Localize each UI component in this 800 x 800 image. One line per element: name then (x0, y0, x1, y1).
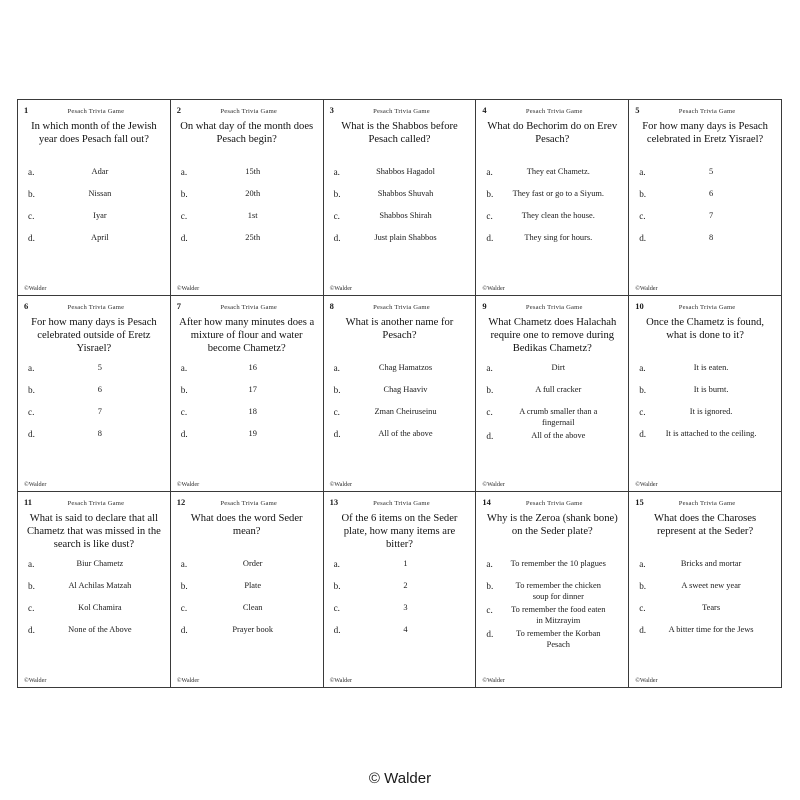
answer-option[interactable] (26, 580, 162, 600)
answer-option[interactable] (637, 558, 773, 578)
answer-option[interactable] (637, 362, 773, 382)
answer-letter: c. (486, 605, 493, 615)
answer-letter: b. (180, 581, 188, 591)
card-brand-label: Pesach Trivia Game (373, 108, 430, 115)
answer-option[interactable] (332, 232, 468, 252)
answer-option[interactable] (484, 558, 620, 578)
answer-letter: c. (333, 603, 340, 613)
answer-text: It is attached to the ceiling. (665, 429, 757, 438)
card-header (482, 105, 622, 117)
answer-letter: c. (639, 211, 646, 221)
card-header (482, 301, 622, 313)
answer-option[interactable] (26, 384, 162, 404)
answer-option[interactable] (637, 188, 773, 208)
card-header (635, 105, 775, 117)
answer-letter: a. (486, 167, 493, 177)
answer-text: A full cracker (535, 385, 582, 394)
card-header (24, 105, 164, 117)
answer-letter: b. (28, 581, 35, 591)
answer-letter: d. (486, 233, 494, 243)
answer-option[interactable] (637, 624, 773, 644)
answer-letter: a. (180, 363, 188, 373)
answer-option[interactable] (484, 384, 620, 404)
answer-option[interactable] (179, 384, 315, 404)
answer-text: A crumb smaller than a fingernail (519, 407, 598, 427)
answer-letter: a. (486, 363, 493, 373)
answer-text: 1st (247, 211, 258, 220)
answer-letter: a. (333, 167, 340, 177)
answer-text: 7 (97, 407, 102, 416)
answer-text: 6 (97, 385, 102, 394)
answer-list (635, 362, 775, 487)
answer-letter: a. (486, 559, 493, 569)
answer-text: Tears (702, 603, 721, 612)
answer-letter: d. (180, 625, 188, 635)
card-copyright: ©Walder (24, 285, 47, 292)
answer-text: 17 (248, 385, 257, 394)
answer-text: Al Achilas Matzah (68, 581, 132, 590)
answer-list (330, 362, 470, 487)
answer-letter: b. (639, 581, 647, 591)
answer-letter: d. (639, 429, 647, 439)
answer-letter: c. (180, 603, 188, 613)
answer-list (330, 558, 470, 683)
answer-letter: b. (486, 189, 494, 199)
card-number: 3 (329, 105, 334, 115)
card-number: 5 (635, 105, 640, 115)
card-question: What is said to declare that all Chametz that was missed in the search is like dust? (26, 513, 161, 551)
card-copyright: ©Walder (482, 677, 505, 684)
answer-letter: c. (28, 603, 35, 613)
answer-letter: d. (28, 625, 35, 635)
answer-letter: c. (486, 407, 493, 417)
answer-list (482, 362, 622, 487)
card-number: 6 (24, 301, 29, 311)
answer-option[interactable] (637, 232, 773, 252)
answer-option[interactable] (484, 188, 620, 208)
card-question: What Chametz does Halachah require one to remove during Bedikas Chametz? (488, 317, 617, 355)
answer-text: Order (242, 559, 263, 568)
answer-text: None of the Above (68, 625, 132, 634)
answer-text: Nissan (88, 189, 112, 198)
card-number: 8 (329, 301, 334, 311)
answer-letter: c. (180, 407, 188, 417)
answer-text: 2 (403, 581, 408, 590)
answer-option[interactable] (179, 580, 315, 600)
answer-option[interactable] (332, 558, 468, 578)
answer-letter: c. (180, 211, 188, 221)
answer-text: 5 (708, 167, 714, 176)
answer-text: 3 (403, 603, 408, 612)
answer-option[interactable] (637, 602, 773, 622)
answer-text: Biur Chametz (76, 559, 124, 568)
answer-option[interactable] (484, 210, 620, 230)
answer-option[interactable] (637, 428, 773, 448)
answer-text: 1 (403, 559, 408, 568)
answer-letter: b. (180, 385, 188, 395)
card-header (177, 105, 317, 117)
answer-letter: c. (28, 407, 35, 417)
card-header (330, 301, 470, 313)
answer-text: To remember the 10 plagues (510, 559, 606, 568)
answer-option[interactable] (332, 580, 468, 600)
answer-list (24, 558, 164, 683)
card-copyright: ©Walder (329, 481, 353, 488)
answer-option[interactable] (484, 232, 620, 252)
answer-letter: d. (333, 429, 341, 439)
answer-text: All of the above (531, 431, 586, 440)
card-number: 14 (482, 497, 491, 507)
card-brand-label: Pesach Trivia Game (67, 304, 125, 311)
trivia-card[interactable] (17, 295, 171, 492)
card-brand-label: Pesach Trivia Game (373, 304, 430, 311)
answer-option[interactable] (637, 384, 773, 404)
answer-text: A sweet new year (681, 581, 741, 590)
card-question: What do Bechorim do on Erev Pesach? (487, 121, 618, 146)
answer-option[interactable] (637, 406, 773, 426)
trivia-card-sheet (18, 100, 782, 688)
answer-text: To remember the food eaten in Mitzrayim (511, 605, 606, 625)
answer-text: It is eaten. (693, 363, 729, 372)
answer-list (24, 166, 164, 291)
answer-option[interactable] (26, 210, 162, 230)
answer-text: Chag Haaviv (383, 385, 428, 394)
answer-letter: a. (333, 559, 340, 569)
card-question: Why is the Zeroa (shank bone) on the Seder plate? (486, 513, 618, 538)
card-brand-label: Pesach Trivia Game (678, 108, 736, 115)
card-number: 9 (482, 301, 487, 311)
answer-letter: b. (333, 385, 341, 395)
card-header (330, 497, 470, 509)
answer-option[interactable] (26, 362, 162, 382)
answer-option[interactable] (179, 624, 315, 644)
answer-text: Kol Chamira (78, 603, 122, 612)
answer-option[interactable] (26, 406, 162, 426)
answer-option[interactable] (484, 406, 620, 428)
answer-text: Just plain Shabbos (374, 233, 437, 242)
card-header (177, 497, 317, 509)
answer-text: Chag Hamatzos (378, 363, 433, 372)
answer-text: 20th (245, 189, 261, 198)
answer-text: Shabbos Hagadol (376, 167, 435, 176)
card-question: On what day of the month does Pesach begin? (180, 121, 314, 146)
card-question: In which month of the Jewish year does Pesach fall out? (31, 121, 157, 146)
answer-text: 6 (708, 189, 714, 198)
card-copyright: ©Walder (176, 481, 200, 488)
answer-list (635, 166, 775, 291)
answer-letter: a. (28, 167, 35, 177)
card-brand-label: Pesach Trivia Game (678, 500, 736, 507)
trivia-card[interactable] (170, 491, 324, 688)
card-number: 1 (24, 105, 29, 115)
card-brand-label: Pesach Trivia Game (67, 500, 125, 507)
card-copyright: ©Walder (635, 285, 658, 292)
answer-letter: b. (28, 189, 35, 199)
answer-text: They fast or go to a Siyum. (512, 189, 604, 198)
answer-letter: c. (333, 211, 340, 221)
answer-letter: d. (486, 629, 494, 639)
answer-text: To remember the Korban Pesach (516, 629, 601, 649)
card-number: 2 (176, 105, 182, 115)
card-question: What does the Charoses represent at the Seder? (654, 513, 757, 538)
answer-letter: a. (639, 559, 646, 569)
answer-option[interactable] (332, 624, 468, 644)
card-number: 12 (176, 497, 186, 507)
answer-letter: d. (333, 625, 341, 635)
answer-option[interactable] (484, 580, 620, 602)
card-copyright: ©Walder (24, 481, 47, 488)
answer-letter: b. (639, 189, 647, 199)
answer-text: They sing for hours. (524, 233, 593, 242)
answer-option[interactable] (484, 628, 620, 650)
answer-letter: c. (639, 407, 646, 417)
card-copyright: ©Walder (635, 677, 658, 684)
answer-option[interactable] (179, 602, 315, 622)
answer-text: 7 (708, 211, 714, 220)
answer-text: Plate (244, 581, 262, 590)
answer-option[interactable] (484, 430, 620, 450)
answer-text: Zman Cheiruseinu (374, 407, 437, 416)
answer-letter: a. (180, 167, 188, 177)
answer-text: Bricks and mortar (680, 559, 742, 568)
answer-text: Iyar (93, 211, 107, 220)
answer-text: Prayer book (232, 625, 274, 634)
card-question: What does the word Seder mean? (190, 513, 303, 538)
card-question: After how many minutes does a mixture of flour and water become Chametz? (179, 317, 315, 355)
trivia-card[interactable] (475, 295, 629, 492)
answer-text: It is ignored. (689, 407, 733, 416)
answer-text: Shabbos Shuvah (377, 189, 434, 198)
card-brand-label: Pesach Trivia Game (67, 108, 125, 115)
answer-option[interactable] (26, 558, 162, 578)
card-header (635, 301, 775, 313)
answer-option[interactable] (637, 166, 773, 186)
answer-option[interactable] (484, 362, 620, 382)
answer-text: Shabbos Shirah (379, 211, 432, 220)
answer-text: Dirt (551, 363, 566, 372)
answer-letter: a. (639, 167, 646, 177)
answer-letter: d. (333, 233, 341, 243)
card-header (24, 301, 164, 313)
answer-text: April (91, 233, 109, 242)
answer-option[interactable] (179, 188, 315, 208)
answer-text: 4 (403, 625, 408, 634)
answer-list (177, 166, 317, 291)
trivia-card[interactable] (323, 99, 477, 296)
card-number: 15 (635, 497, 644, 507)
answer-list (330, 166, 470, 291)
card-copyright: ©Walder (329, 285, 353, 292)
answer-text: 5 (97, 363, 102, 372)
answer-option[interactable] (637, 580, 773, 600)
trivia-card[interactable] (475, 99, 629, 296)
answer-letter: a. (28, 363, 35, 373)
trivia-card[interactable] (628, 295, 782, 492)
answer-option[interactable] (179, 428, 315, 448)
answer-text: A bitter time for the Jews (668, 625, 754, 634)
card-number: 10 (635, 301, 644, 311)
answer-letter: a. (333, 363, 340, 373)
answer-option[interactable] (179, 362, 315, 382)
answer-option[interactable] (332, 428, 468, 448)
card-question: What is the Shabbos before Pesach called? (341, 121, 458, 146)
answer-letter: b. (639, 385, 647, 395)
answer-letter: d. (180, 233, 188, 243)
answer-text: Adar (91, 167, 109, 176)
card-copyright: ©Walder (176, 677, 200, 684)
card-brand-label: Pesach Trivia Game (220, 500, 278, 507)
answer-list (482, 166, 622, 291)
answer-text: 8 (708, 233, 714, 242)
answer-text: Clean (242, 603, 263, 612)
answer-text: 15th (245, 167, 261, 176)
answer-letter: c. (486, 211, 493, 221)
answer-letter: c. (333, 407, 340, 417)
answer-letter: b. (333, 189, 341, 199)
card-brand-label: Pesach Trivia Game (525, 108, 583, 115)
card-brand-label: Pesach Trivia Game (220, 304, 278, 311)
page-footer-credit: © Walder (368, 770, 432, 787)
answer-letter: d. (28, 233, 35, 243)
answer-list (635, 558, 775, 683)
answer-option[interactable] (332, 602, 468, 622)
card-copyright: ©Walder (482, 481, 505, 488)
answer-letter: c. (639, 603, 646, 613)
answer-text: 18 (248, 407, 257, 416)
answer-letter: b. (28, 385, 35, 395)
answer-letter: a. (180, 559, 188, 569)
card-question: Of the 6 items on the Seder plate, how many items are bitter? (341, 513, 458, 551)
answer-option[interactable] (332, 188, 468, 208)
card-copyright: ©Walder (176, 285, 200, 292)
answer-option[interactable] (26, 624, 162, 644)
card-number: 13 (329, 497, 339, 507)
trivia-card[interactable] (170, 295, 324, 492)
card-question: For how many days is Pesach celebrated in Eretz Yisrael? (642, 121, 768, 146)
card-brand-label: Pesach Trivia Game (678, 304, 736, 311)
card-brand-label: Pesach Trivia Game (525, 500, 583, 507)
trivia-card[interactable] (323, 491, 477, 688)
trivia-card[interactable] (628, 491, 782, 688)
trivia-card[interactable] (323, 295, 477, 492)
answer-text: To remember the chicken soup for dinner (515, 581, 601, 601)
card-copyright: ©Walder (329, 677, 353, 684)
card-brand-label: Pesach Trivia Game (220, 108, 278, 115)
answer-letter: d. (639, 625, 647, 635)
answer-option[interactable] (484, 166, 620, 186)
card-question: Once the Chametz is found, what is done to it? (646, 317, 765, 342)
card-question: What is another name for Pesach? (345, 317, 454, 342)
answer-option[interactable] (179, 166, 315, 186)
card-brand-label: Pesach Trivia Game (525, 304, 583, 311)
answer-option[interactable] (26, 428, 162, 448)
card-number: 4 (482, 105, 487, 115)
answer-option[interactable] (26, 602, 162, 622)
trivia-card[interactable] (17, 491, 171, 688)
answer-list (482, 558, 622, 683)
answer-letter: d. (180, 429, 188, 439)
card-grid (18, 100, 782, 688)
card-copyright: ©Walder (482, 285, 505, 292)
answer-option[interactable] (332, 406, 468, 426)
answer-text: They eat Chametz. (526, 167, 590, 176)
answer-text: All of the above (378, 429, 433, 438)
answer-letter: d. (639, 233, 647, 243)
trivia-card[interactable] (628, 99, 782, 296)
card-header (24, 497, 164, 509)
answer-letter: a. (639, 363, 646, 373)
answer-list (177, 558, 317, 683)
answer-option[interactable] (332, 210, 468, 230)
card-header (635, 497, 775, 509)
answer-letter: b. (486, 385, 494, 395)
answer-option[interactable] (332, 384, 468, 404)
answer-option[interactable] (179, 406, 315, 426)
card-question: For how many days is Pesach celebrated outside of Eretz Yisrael? (31, 317, 157, 355)
answer-text: 16 (248, 363, 257, 372)
answer-letter: d. (28, 429, 35, 439)
answer-text: They clean the house. (521, 211, 595, 220)
answer-option[interactable] (332, 166, 468, 186)
trivia-card[interactable] (475, 491, 629, 688)
trivia-card[interactable] (170, 99, 324, 296)
answer-letter: b. (486, 581, 494, 591)
answer-option[interactable] (637, 210, 773, 230)
answer-letter: a. (28, 559, 35, 569)
card-number: 7 (176, 301, 182, 311)
card-copyright: ©Walder (24, 677, 47, 684)
card-header (177, 301, 317, 313)
answer-option[interactable] (179, 232, 315, 252)
answer-letter: c. (28, 211, 35, 221)
answer-text: 8 (97, 429, 102, 438)
trivia-card[interactable] (17, 99, 171, 296)
answer-text: 19 (248, 429, 257, 438)
answer-list (24, 362, 164, 487)
answer-list (177, 362, 317, 487)
answer-option[interactable] (332, 362, 468, 382)
answer-option[interactable] (179, 558, 315, 578)
card-number: 11 (24, 497, 33, 507)
card-copyright: ©Walder (635, 481, 658, 488)
answer-letter: d. (486, 431, 494, 441)
answer-option[interactable] (26, 188, 162, 208)
answer-letter: b. (180, 189, 188, 199)
card-header (482, 497, 622, 509)
answer-text: 25th (245, 233, 261, 242)
answer-option[interactable] (26, 166, 162, 186)
answer-text: It is burnt. (693, 385, 729, 394)
card-header (330, 105, 470, 117)
answer-letter: b. (333, 581, 341, 591)
answer-option[interactable] (484, 604, 620, 626)
card-brand-label: Pesach Trivia Game (373, 500, 430, 507)
answer-option[interactable] (179, 210, 315, 230)
answer-option[interactable] (26, 232, 162, 252)
